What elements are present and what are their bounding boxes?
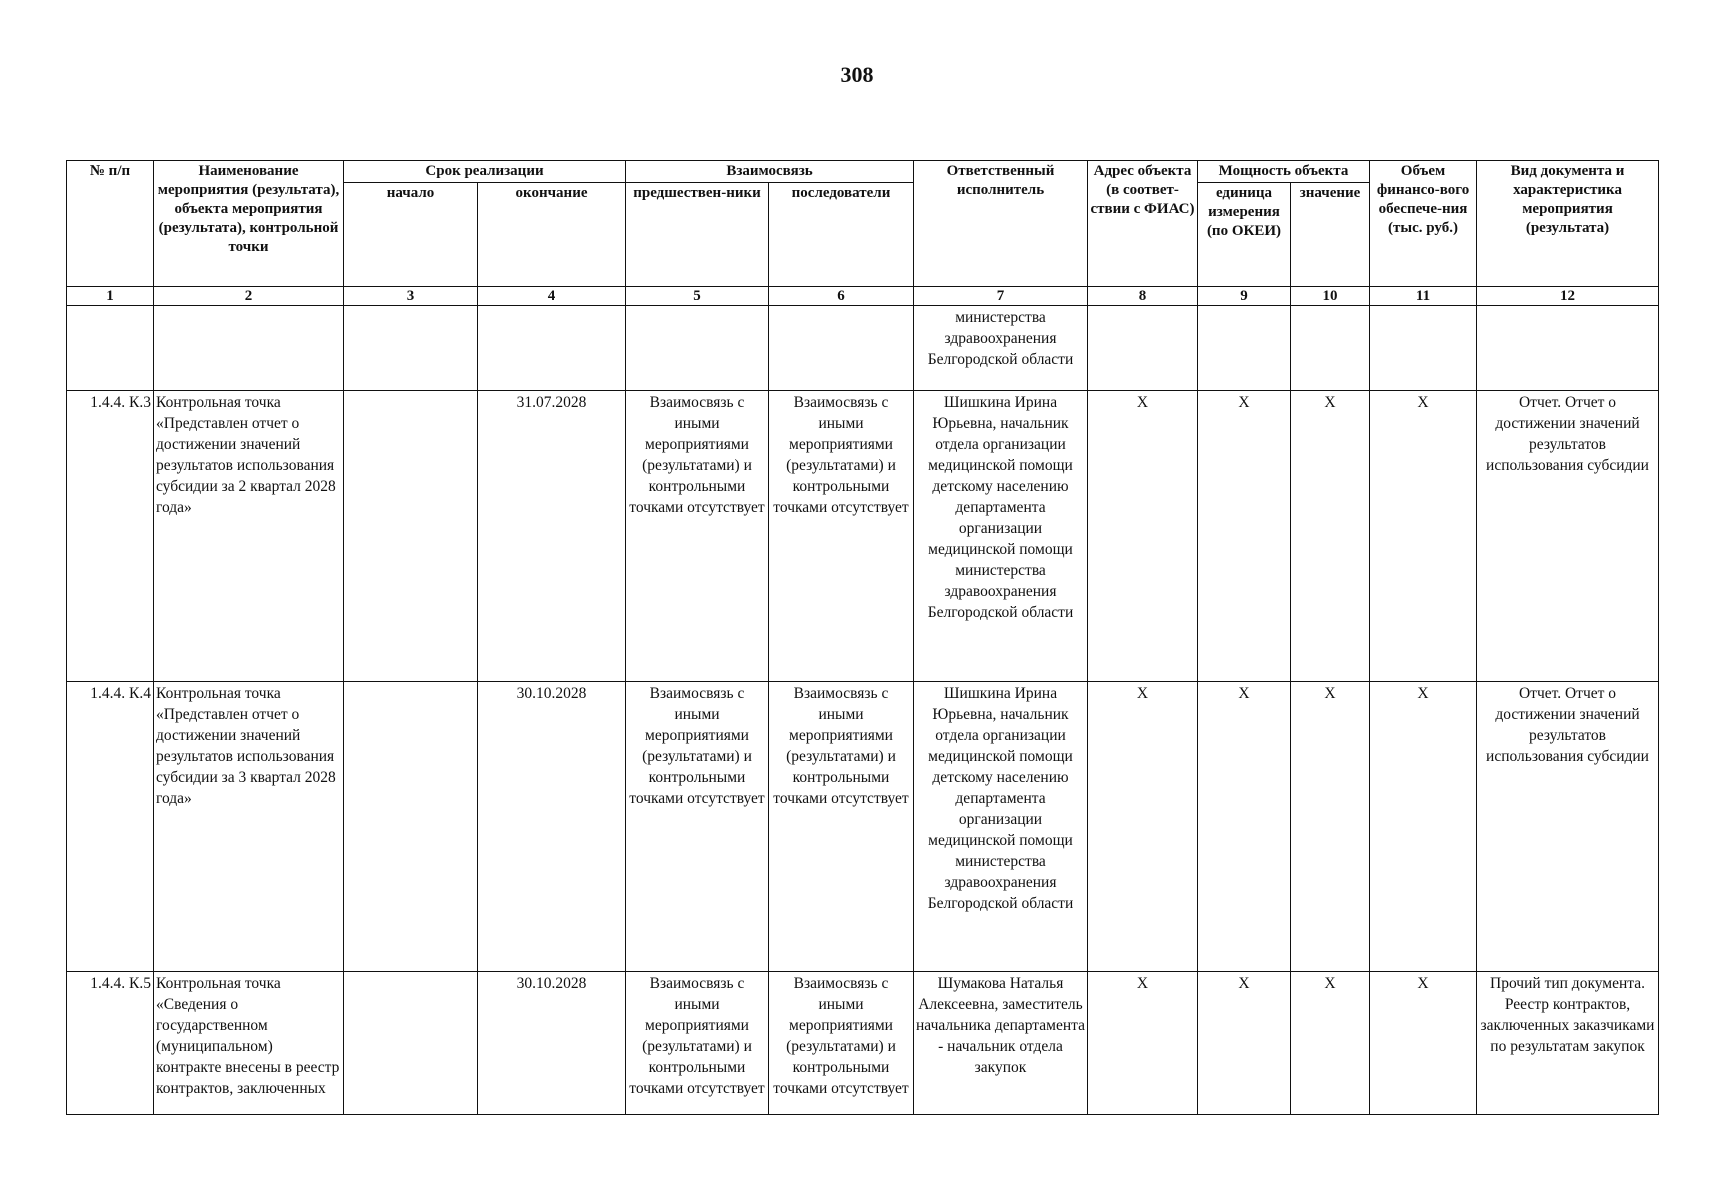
row-document-type: Отчет. Отчет о достижении значений результатов использования субсидии xyxy=(1477,391,1659,682)
header-row-1 xyxy=(67,161,1659,183)
row-start-date xyxy=(344,682,478,972)
implementation-plan-table xyxy=(66,160,1659,1115)
header-num: № п/п xyxy=(67,161,154,287)
table-cell xyxy=(154,306,344,391)
row-successors: Взаимосвязь с иными мероприятиями (результатами) и контрольными точками отсутствует xyxy=(769,682,914,972)
header-doc-type: Вид документа и характеристика мероприятия (результата) xyxy=(1477,161,1659,287)
table-row-continuation xyxy=(67,306,1659,391)
table-row xyxy=(67,391,1659,682)
row-start-date xyxy=(344,391,478,682)
header-name: Наименование мероприятия (результата), объекта мероприятия (результата), контрольной точки xyxy=(154,161,344,287)
column-number: 5 xyxy=(626,287,769,306)
table-cell xyxy=(1198,306,1291,391)
table-cell xyxy=(478,306,626,391)
column-number: 6 xyxy=(769,287,914,306)
header-link-group: Взаимосвязь xyxy=(626,161,914,183)
row-address: X xyxy=(1088,972,1198,1115)
row-successors: Взаимосвязь с иными мероприятиями (результатами) и контрольными точками отсутствует xyxy=(769,972,914,1115)
row-successors: Взаимосвязь с иными мероприятиями (результатами) и контрольными точками отсутствует xyxy=(769,391,914,682)
row-capacity-unit: X xyxy=(1198,391,1291,682)
row-address: X xyxy=(1088,391,1198,682)
column-number: 7 xyxy=(914,287,1088,306)
row-predecessors: Взаимосвязь с иными мероприятиями (результатами) и контрольными точками отсутствует xyxy=(626,391,769,682)
table-row xyxy=(67,972,1659,1115)
column-number: 8 xyxy=(1088,287,1198,306)
row-number: 1.4.4. К.3 xyxy=(67,391,154,682)
row-responsible: Шумакова Наталья Алексеевна, заместитель начальника департамента - начальник отдела закупок xyxy=(914,972,1088,1115)
column-number: 4 xyxy=(478,287,626,306)
row-finance: X xyxy=(1370,391,1477,682)
row-number: 1.4.4. К.5 xyxy=(67,972,154,1115)
column-number: 1 xyxy=(67,287,154,306)
table-cell xyxy=(1477,306,1659,391)
column-number: 10 xyxy=(1291,287,1370,306)
row-start-date xyxy=(344,972,478,1115)
table-cell xyxy=(344,306,478,391)
row-end-date: 31.07.2028 xyxy=(478,391,626,682)
table-cell xyxy=(1370,306,1477,391)
header-finance: Объем финансо-вого обеспече-ния (тыс. руб.) xyxy=(1370,161,1477,287)
column-number: 2 xyxy=(154,287,344,306)
table-cell xyxy=(1088,306,1198,391)
header-address: Адрес объекта (в соответ-ствии с ФИАС) xyxy=(1088,161,1198,287)
header-term-group: Срок реализации xyxy=(344,161,626,183)
row-predecessors: Взаимосвязь с иными мероприятиями (результатами) и контрольными точками отсутствует xyxy=(626,972,769,1115)
column-number: 3 xyxy=(344,287,478,306)
row-capacity-value: X xyxy=(1291,972,1370,1115)
table-cell xyxy=(626,306,769,391)
header-capacity-value: значение xyxy=(1291,183,1370,287)
column-number: 11 xyxy=(1370,287,1477,306)
header-term-end: окончание xyxy=(478,183,626,287)
row-finance: X xyxy=(1370,682,1477,972)
column-number-row xyxy=(67,287,1659,306)
page-number: 308 xyxy=(840,62,874,87)
header-link-next: последователи xyxy=(769,183,914,287)
table-cell xyxy=(769,306,914,391)
row-address: X xyxy=(1088,682,1198,972)
row-capacity-value: X xyxy=(1291,682,1370,972)
row-end-date: 30.10.2028 xyxy=(478,682,626,972)
row-capacity-value: X xyxy=(1291,391,1370,682)
column-number: 12 xyxy=(1477,287,1659,306)
header-responsible: Ответственный исполнитель xyxy=(914,161,1088,287)
row-responsible: министерства здравоохранения Белгородской области xyxy=(914,306,1088,391)
table-row xyxy=(67,682,1659,972)
row-responsible: Шишкина Ирина Юрьевна, начальник отдела организации медицинской помощи детскому населению департамента организации медицинской помощи министерства здравоохранения Белгородской области xyxy=(914,391,1088,682)
header-capacity-group: Мощность объекта xyxy=(1198,161,1370,183)
row-end-date: 30.10.2028 xyxy=(478,972,626,1115)
header-capacity-unit: единица измерения (по ОКЕИ) xyxy=(1198,183,1291,287)
row-predecessors: Взаимосвязь с иными мероприятиями (результатами) и контрольными точками отсутствует xyxy=(626,682,769,972)
header-term-start: начало xyxy=(344,183,478,287)
row-name: Контрольная точка «Представлен отчет о достижении значений результатов использования субсидии за 2 квартал 2028 года» xyxy=(154,391,344,682)
row-number: 1.4.4. К.4 xyxy=(67,682,154,972)
row-responsible: Шишкина Ирина Юрьевна, начальник отдела организации медицинской помощи детскому населению департамента организации медицинской помощи министерства здравоохранения Белгородской области xyxy=(914,682,1088,972)
row-document-type: Прочий тип документа. Реестр контрактов, заключенных заказчиками по результатам закупок xyxy=(1477,972,1659,1115)
table-cell xyxy=(1291,306,1370,391)
row-name: Контрольная точка «Представлен отчет о достижении значений результатов использования субсидии за 3 квартал 2028 года» xyxy=(154,682,344,972)
row-finance: X xyxy=(1370,972,1477,1115)
row-name: Контрольная точка «Сведения о государственном (муниципальном) контракте внесены в реестр контрактов, заключенных xyxy=(154,972,344,1115)
row-capacity-unit: X xyxy=(1198,682,1291,972)
column-number: 9 xyxy=(1198,287,1291,306)
row-document-type: Отчет. Отчет о достижении значений результатов использования субсидии xyxy=(1477,682,1659,972)
row-capacity-unit: X xyxy=(1198,972,1291,1115)
header-link-prev: предшествен-ники xyxy=(626,183,769,287)
table-cell xyxy=(67,306,154,391)
